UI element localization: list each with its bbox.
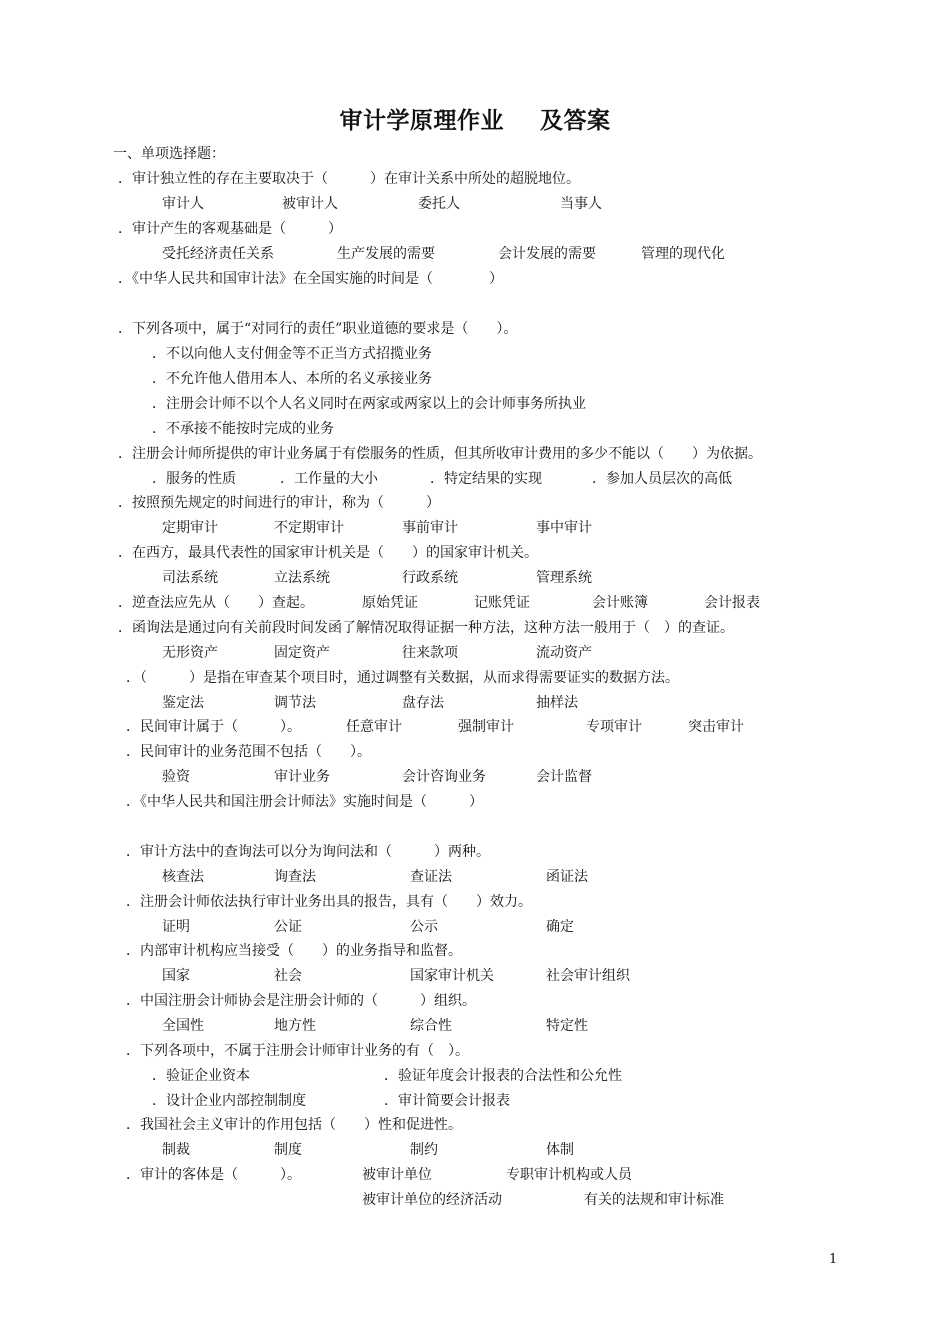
- option: 公示: [410, 919, 438, 935]
- question-text: ．注册会计师所提供的审计业务属于有偿服务的性质，但其所收审计费用的多少不能以（ ）为依据。: [118, 446, 762, 462]
- option: ．验证年度会计报表的合法性和公允性: [384, 1068, 622, 1084]
- option: 调节法: [274, 695, 316, 711]
- option: 无形资产: [162, 645, 218, 661]
- option: 会计监督: [536, 769, 592, 785]
- option: ．注册会计师不以个人名义同时在两家或两家以上的会计师事务所执业: [152, 396, 586, 412]
- option: ．服务的性质: [152, 471, 236, 487]
- option: 审计业务: [274, 769, 330, 785]
- option: 社会: [274, 968, 302, 984]
- option: 事中审计: [536, 520, 592, 536]
- option: 特定性: [546, 1018, 588, 1034]
- option: 有关的法规和审计标准: [584, 1192, 724, 1208]
- option: 国家: [162, 968, 190, 984]
- option: 司法系统: [162, 570, 218, 586]
- option: 鉴定法: [162, 695, 204, 711]
- option: 公证: [274, 919, 302, 935]
- option: 被审计单位: [362, 1167, 432, 1183]
- option: ．审计简要会计报表: [384, 1093, 510, 1109]
- option: 会计账簿: [592, 595, 648, 611]
- question-text: ．函询法是通过向有关前段时间发函了解情况取得证据一种方法，这种方法一般用于（ ）的查证。: [118, 620, 734, 636]
- option: 确定: [546, 919, 574, 935]
- option: 原始凭证: [362, 595, 418, 611]
- option: ．特定结果的实现: [430, 471, 542, 487]
- option: 事前审计: [402, 520, 458, 536]
- section-heading: 一、单项选择题：: [113, 146, 225, 162]
- option: 制裁: [162, 1142, 190, 1158]
- option: 当事人: [560, 196, 602, 212]
- option: 查证法: [410, 869, 452, 885]
- title-main: 审计学原理作业: [339, 108, 504, 134]
- option: ．不允许他人借用本人、本所的名义承接业务: [152, 371, 432, 387]
- option: 国家审计机关: [410, 968, 494, 984]
- question-text: ．注册会计师依法执行审计业务出具的报告，具有（ ）效力。: [126, 894, 532, 910]
- option: 受托经济责任关系: [162, 246, 274, 262]
- option: 行政系统: [402, 570, 458, 586]
- option: 往来款项: [402, 645, 458, 661]
- question-text: ．《中华人民共和国注册会计师法》实施时间是（ ）: [126, 794, 483, 810]
- option: 函证法: [546, 869, 588, 885]
- question-text: ．按照预先规定的时间进行的审计，称为（ ）: [118, 495, 440, 511]
- option: 记账凭证: [474, 595, 530, 611]
- option: 社会审计组织: [546, 968, 630, 984]
- option: 会计报表: [704, 595, 760, 611]
- option: 管理的现代化: [641, 246, 725, 262]
- option: 被审计单位的经济活动: [362, 1192, 502, 1208]
- option: 综合性: [410, 1018, 452, 1034]
- option: 不定期审计: [274, 520, 344, 536]
- question-text: ．在西方，最具代表性的国家审计机关是（ ）的国家审计机关。: [118, 545, 538, 561]
- question-text: ．审计方法中的查询法可以分为询问法和（ ）两种。: [126, 844, 490, 860]
- question-text: ．审计独立性的存在主要取决于（ ）在审计关系中所处的超脱地位。: [118, 171, 580, 187]
- question-text: ．审计的客体是（ ）。: [126, 1167, 301, 1183]
- option: 立法系统: [274, 570, 330, 586]
- option: 盘存法: [402, 695, 444, 711]
- question-text: ．中国注册会计师协会是注册会计师的（ ）组织。: [126, 993, 476, 1009]
- option: 被审计人: [282, 196, 338, 212]
- option: 定期审计: [162, 520, 218, 536]
- option: 验资: [162, 769, 190, 785]
- option: ．验证企业资本: [152, 1068, 250, 1084]
- page-title: [0, 102, 950, 135]
- question-text: ．民间审计的业务范围不包括（ ）。: [126, 744, 371, 760]
- option: ．参加人员层次的高低: [592, 471, 732, 487]
- option: 管理系统: [536, 570, 592, 586]
- question-text: ．内部审计机构应当接受（ ）的业务指导和监督。: [126, 943, 462, 959]
- option: 强制审计: [458, 719, 514, 735]
- option: 委托人: [418, 196, 460, 212]
- option: 制约: [410, 1142, 438, 1158]
- question-text: ．下列各项中，不属于注册会计师审计业务的有（ ）。: [126, 1043, 469, 1059]
- option: 专项审计: [586, 719, 642, 735]
- option: 任意审计: [346, 719, 402, 735]
- option: 抽样法: [536, 695, 578, 711]
- option: 证明: [162, 919, 190, 935]
- option: ．不以向他人支付佣金等不正当方式招揽业务: [152, 346, 432, 362]
- option: 全国性: [162, 1018, 204, 1034]
- option: 地方性: [274, 1018, 316, 1034]
- title-suffix: 及答案: [540, 108, 611, 134]
- option: 专职审计机构或人员: [506, 1167, 632, 1183]
- option: 生产发展的需要: [337, 246, 435, 262]
- option: ．工作量的大小: [280, 471, 378, 487]
- option: 核查法: [162, 869, 204, 885]
- option: ．设计企业内部控制制度: [152, 1093, 306, 1109]
- option: 审计人: [162, 196, 204, 212]
- question-text: ．下列各项中，属于“对同行的责任”职业道德的要求是（ ）。: [118, 321, 518, 337]
- option: 固定资产: [274, 645, 330, 661]
- question-text: ．（ ）是指在审查某个项目时，通过调整有关数据，从而求得需要证实的数据方法。: [126, 670, 679, 686]
- question-text: ．我国社会主义审计的作用包括（ ）性和促进性。: [126, 1117, 462, 1133]
- option: 会计咨询业务: [402, 769, 486, 785]
- option: ．不承接不能按时完成的业务: [152, 421, 334, 437]
- page-number: 1: [829, 1252, 838, 1267]
- option: 制度: [274, 1142, 302, 1158]
- option: 询查法: [274, 869, 316, 885]
- question-text: ．审计产生的客观基础是（ ）: [118, 221, 342, 237]
- option: 突击审计: [688, 719, 744, 735]
- question-text: ．民间审计属于（ ）。: [126, 719, 301, 735]
- question-text: ．《中华人民共和国审计法》在全国实施的时间是（ ）: [118, 271, 503, 287]
- question-text: ．逆查法应先从（ ）查起。: [118, 595, 314, 611]
- option: 会计发展的需要: [498, 246, 596, 262]
- option: 体制: [546, 1142, 574, 1158]
- option: 流动资产: [536, 645, 592, 661]
